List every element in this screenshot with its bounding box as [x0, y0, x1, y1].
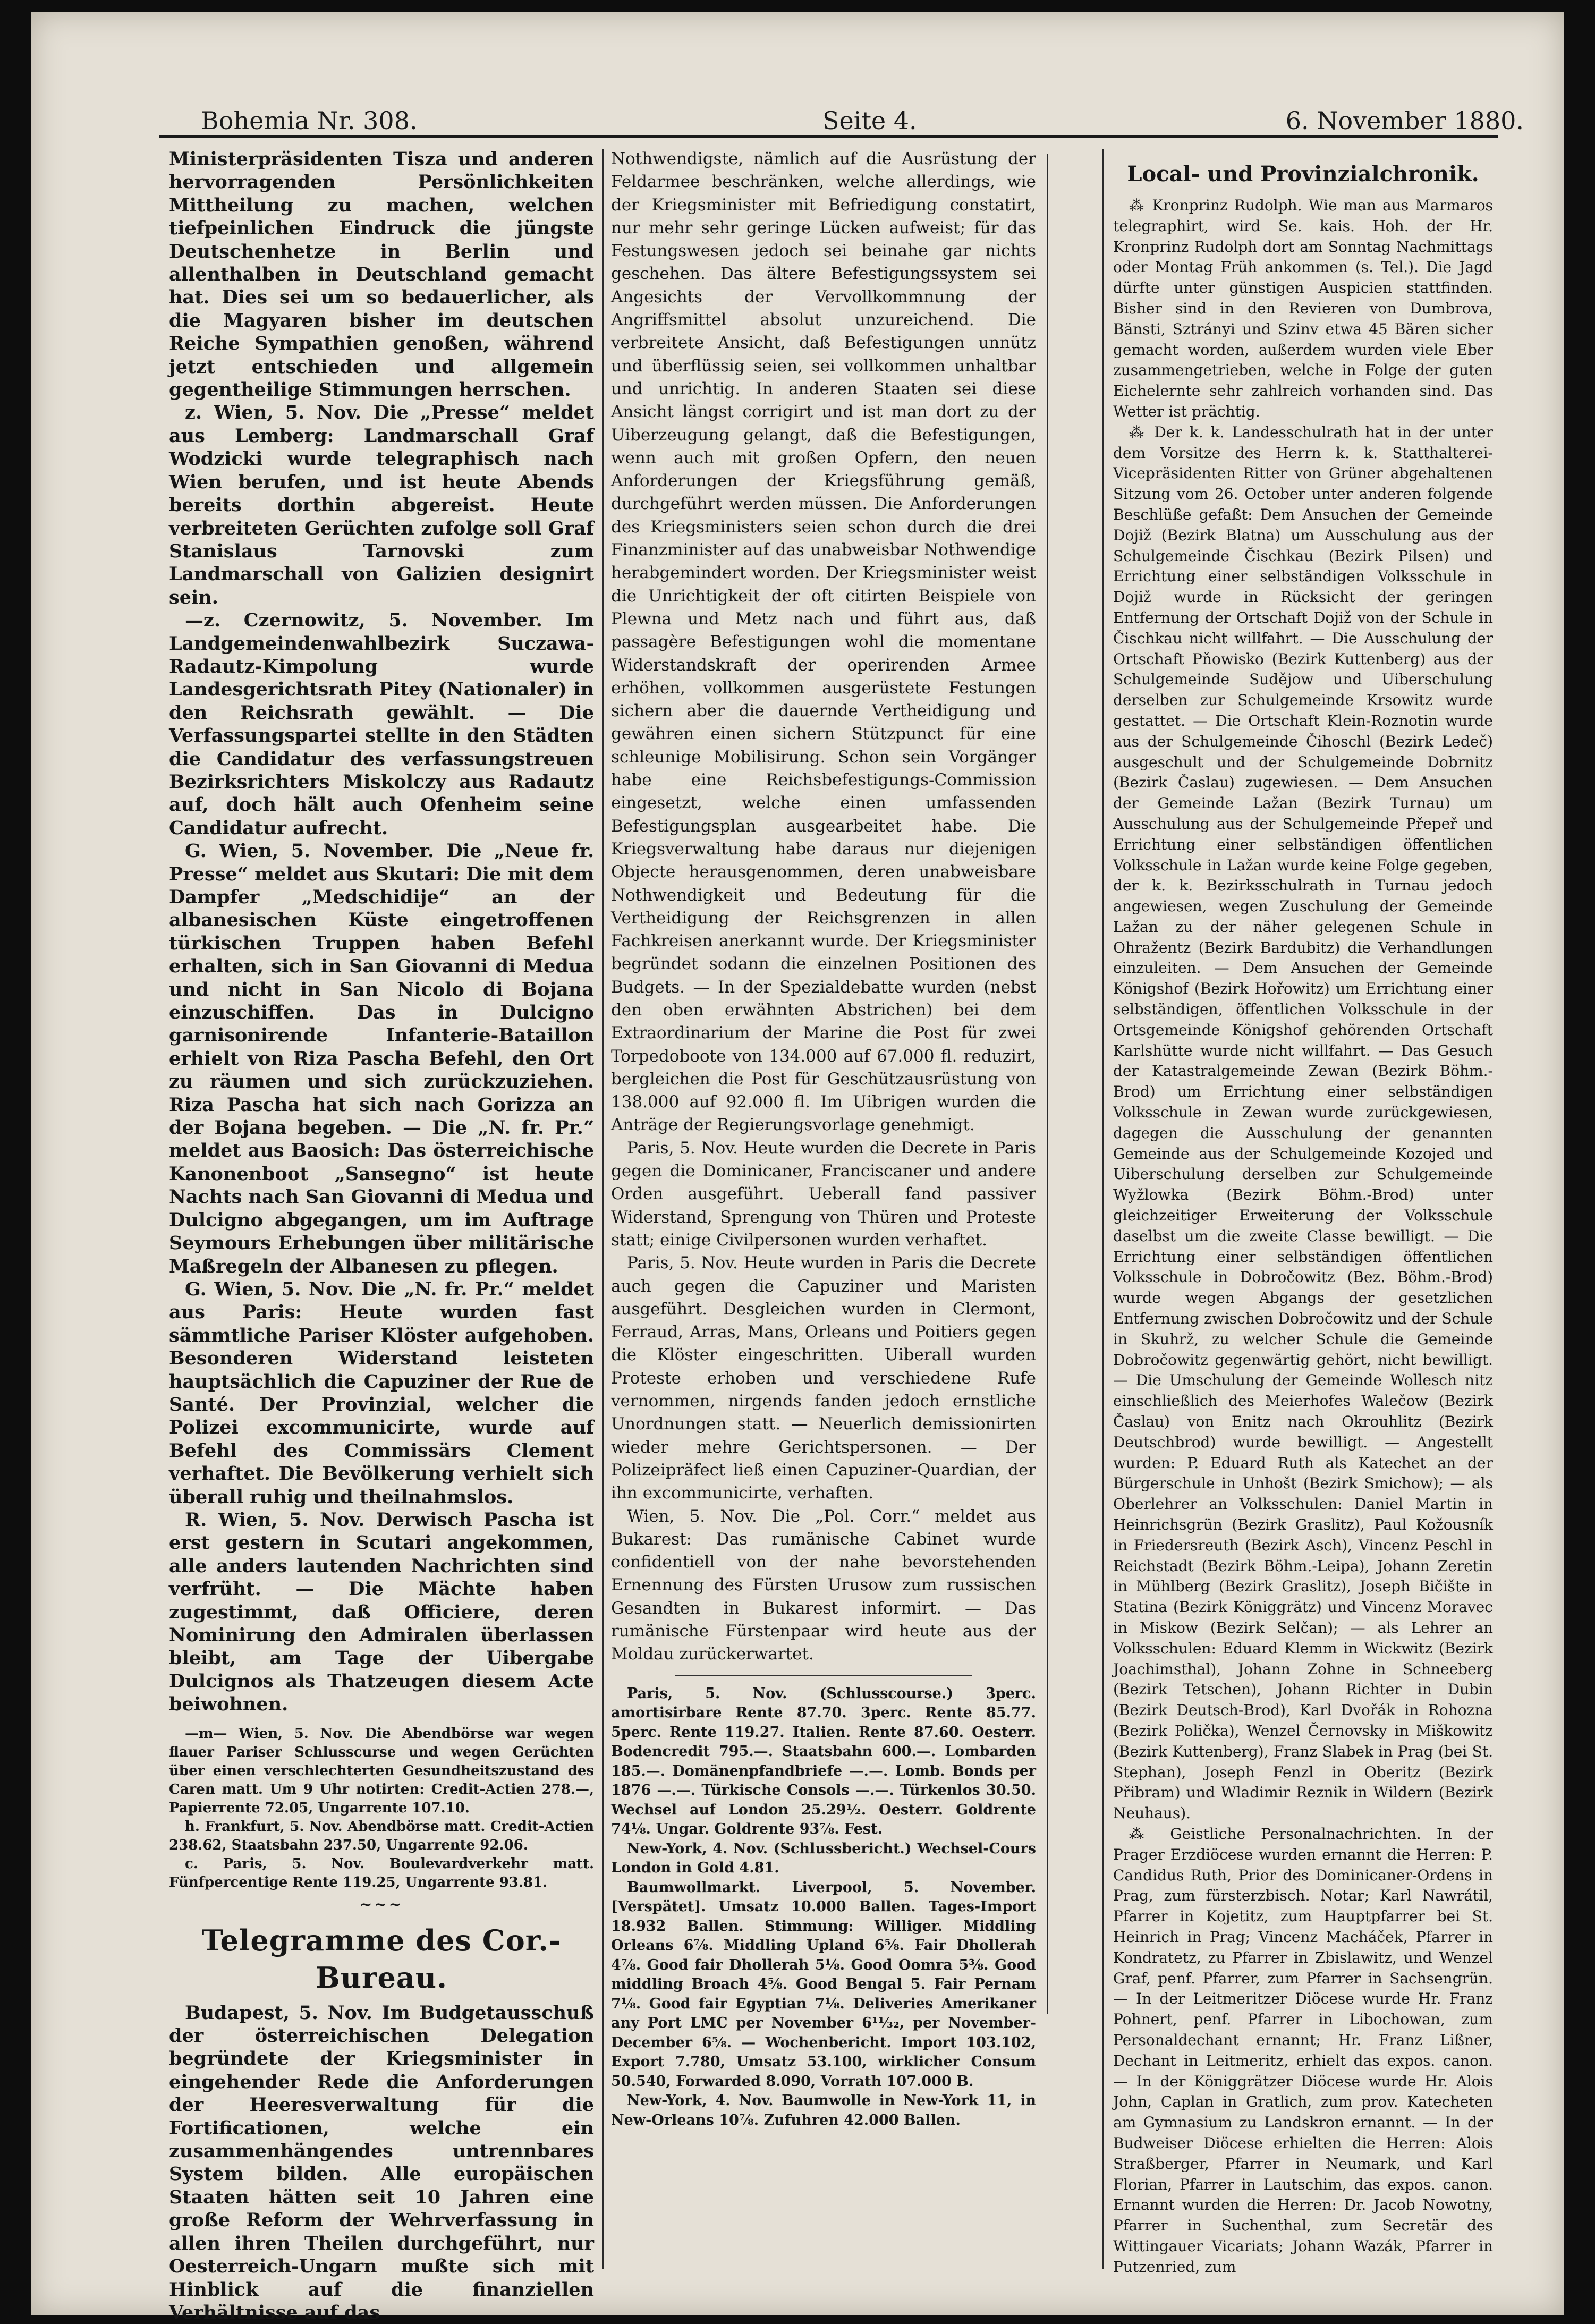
- header-masthead: Bohemia Nr. 308.: [201, 106, 418, 135]
- exchange-report: —m— Wien, 5. Nov. Die Abendbörse war wegen flauer Pariser Schlusscurse und wegen Gerüchten über einen verschlechterten Gesundheitszustand des Caren matt. Um 9 Uhr notirten: Credit-Actien 278.—, Papierrente 72.05, Ungarrente 107.10.: [169, 1725, 594, 1816]
- article-paragraph: R. Wien, 5. Nov. Derwisch Pascha ist erst gestern in Scutari angekommen, alle anders lautenden Nachrichten sind verfrüht. — Die Mächte haben zugestimmt, daß Officiere, deren Nominirung den Admiralen überlassen bleibt, am Tage der Uibergabe Dulcignos als Thatzeugen diesem Acte beiwohnen.: [169, 1508, 594, 1716]
- stock-exchange-reports: [169, 1725, 594, 1892]
- column-divider-3: [1102, 149, 1104, 2269]
- column-2: [611, 148, 1036, 2273]
- article-paragraph: Ministerpräsidenten Tisza und anderen hervorragenden Persönlichkeiten Mittheilung zu machen, welchen tiefpeinlichen Eindruck die jüngste Deutschenhetze in Berlin und allenthalben in Deutschland gemacht hat. Dies sei um so bedauerlicher, als die Magyaren bisher im deutschen Reiche Sympathien genoßen, während jetzt entschieden und allgemein gegentheilige Stimmungen herrschen.: [169, 148, 594, 401]
- article-paragraph: G. Wien, 5. Nov. Die „N. fr. Pr.“ meldet aus Paris: Heute wurden fast sämmtliche Pariser Klöster aufgehoben. Besonderen Widerstand leisteten hauptsächlich die Capuziner der Rue de Santé. Der Provinzial, welcher die Polizei excommunicirte, wurde auf Befehl des Commissärs Clement verhaftet. Die Bevölkerung verhielt sich überall ruhig und theilnahmslos.: [169, 1278, 594, 1508]
- article-paragraph: ⁂ Kronprinz Rudolph. Wie man aus Marmaros telegraphirt, wird Se. kais. Hoh. der Hr. Kronprinz Rudolph dort am Sonntag Nachmittags oder Montag Früh ankommen (s. Tel.). Die Jagd dürfte unter günstigen Auspicien stattfinden. Bisher sind in den Revieren von Dumbrova, Bänsti, Sztrányi und Szinv etwa 45 Bären sicher gemacht worden, außerdem wurden viele Eber zusammengetrieben, welche in Folge der guten Eichelernte sehr zahlreich vorhanden sind. Das Wetter ist prächtig.: [1113, 197, 1493, 420]
- article-paragraph: ⁂ Geistliche Personalnachrichten. In der Prager Erzdiöcese wurden ernannt die Herren: P. Candidus Ruth, Prior des Dominicaner-Ordens in Prag, zum fürsterzbisch. Notar; Karl Nawrátil, Pfarrer in Kojetitz, zum Hauptpfarrer bei St. Heinrich in Prag; Vincenz Macháček, Pfarrer in Kondratetz, zu Pfarrer in Zbislawitz, und Wenzel Graf, penf. Pfarrer, zum Pfarrer in Sachsengrün. — In der Leitmeritzer Diöcese wurde Hr. Franz Pohnert, penf. Pfarrer in Libochowan, zum Personaldechant ernannt; Hr. Franz Lißner, Dechant in Leitmeritz, erhielt das expos. canon. — In der Königgrätzer Diöcese wurde Hr. Alois John, Caplan in Gratlich, zum prov. Katecheten am Gymnasium zu Landskron ernannt. — In der Budweiser Diöcese erhielten die Herren: Alois Straßberger, Pfarrer in Neumark, und Karl Florian, Pfarrer in Lautschim, das expos. canon. Ernannt wurden die Herren: Dr. Jacob Nowotny, Pfarrer in Suchenthal, zum Secretär des Wittingauer Vicariats; Johann Wazák, Pfarrer in Putzenried, zum: [1113, 1825, 1493, 2276]
- page-header: [164, 106, 1524, 139]
- market-report: Baumwollmarkt. Liverpool, 5. November. [Verspätet]. Umsatz 10.000 Ballen. Tages-Import 18.932 Ballen. Stimmung: Williger. Middling Orleans 6⅞. Middling Upland 6⅝. Fair Dhollerah 4⅞. Good fair Dhollerah 5⅛. Good Oomra 5⅜. Good middling Broach 4⅝. Good Bengal 5. Fair Pernam 7⅛. Good fair Egyptian 7⅛. Deliveries Amerikaner any Port LMC per November 6¹¹⁄₃₂, per November-December 6⅝. — Wochenbericht. Import 103.102, Export 7.780, Umsatz 53.100, wirklicher Consum 50.540, Forwarded 8.090, Vorrath 107.000 B.: [611, 1879, 1036, 2090]
- article-paragraph: Nothwendigste, nämlich auf die Ausrüstung der Feldarmee beschränken, welche allerdings, wie der Kriegsminister mit Befriedigung constatirt, nur mehr sehr geringe Lücken aufweist; für das Festungswesen jedoch sei beinahe gar nichts geschehen. Das ältere Befestigungssystem sei Angesichts der Vervollkommnung der Angriffsmittel absolut unzureichend. Die verbreitete Ansicht, daß Befestigungen unnütz und überflüssig seien, sei vollkommen unhaltbar und unrichtig. In anderen Staaten sei diese Ansicht längst corrigirt und ist man dort zu der Uiberzeugung gelangt, daß die Befestigungen, wenn auch mit großen Opfern, den neuen Anforderungen der Kriegsführung gemäß, durchgeführt werden müssen. Die Anforderungen des Kriegsministers seien schon durch die drei Finanzminister auf das unabweisbar Nothwendige herabgemindert worden. Der Kriegsminister weist die Unrichtigkeit der oft citirten Beispiele von Plewna und Metz nach und führt aus, daß passagère Befestigungen wohl die momentane Widerstandskraft der operirenden Armee erhöhen, vollkommen ausgerüstete Festungen sichern aber die dauernde Vertheidigung und gewähren einen sichern Stützpunct für eine schleunige Mobilisirung. Schon sein Vorgänger habe eine Reichsbefestigungs-Commission eingesetzt, welche einen umfassenden Befestigungsplan ausgearbeitet habe. Die Kriegsverwaltung habe daraus nur diejenigen Objecte herausgenommen, deren unabweisbare Nothwendigkeit und Bedeutung für die Vertheidigung der Reichsgrenzen in allen Fachkreisen anerkannt wurde. Der Kriegsminister begründet sodann die einzelnen Positionen des Budgets. — In der Spezialdebatte wurden (nebst den oben erwähnten Abstrichen) bei dem Extraordinarium der Marine die Post für zwei Torpedoboote von 134.000 auf 67.000 fl. reduzirt, bergleichen die Post für Geschützausrüstung von 138.000 auf 92.000 fl. Im Uibrigen wurden die Anträge der Regierungsvorlage genehmigt.: [611, 149, 1036, 1135]
- market-report: New-York, 4. Nov. Baumwolle in New-York 11, in New-Orleans 10⅞. Zufuhren 42.000 Ballen.: [611, 2092, 1036, 2128]
- article-paragraph: G. Wien, 5. November. Die „Neue fr. Presse“ meldet aus Skutari: Die mit dem Dampfer „Medschidije“ an der albanesischen Küste eingetroffenen türkischen Truppen haben Befehl erhalten, sich in San Giovanni di Medua und nicht in San Nicolo di Bojana einzuschiffen. Das in Dulcigno garnisonirende Infanterie-Bataillon erhielt von Riza Pascha Befehl, den Ort zu räumen und sich zurückzuziehen. Riza Pascha hat sich nach Gorizza an der Bojana begeben. — Die „N. fr. Pr.“ meldet aus Baosich: Das österreichische Kanonenboot „Sansegno“ ist heute Nachts nach San Giovanni di Medua und Dulcigno abgegangen, um im Auftrage Seymours Erhebungen über militärische Maßregeln der Albanesen zu pflegen.: [169, 840, 594, 1277]
- exchange-report: h. Frankfurt, 5. Nov. Abendbörse matt. Credit-Actien 238.62, Staatsbahn 237.50, Ungarrente 92.06.: [169, 1818, 594, 1853]
- exchange-report: c. Paris, 5. Nov. Boulevardverkehr matt. Fünfpercentige Rente 119.25, Ungarrente 93.81.: [169, 1855, 594, 1890]
- market-report: Paris, 5. Nov. (Schlusscourse.) 3perc. amortisirbare Rente 87.70. 3perc. Rente 85.77. 5perc. Rente 119.27. Italien. Rente 87.60. Oesterr. Bodencredit 795.—. Staatsbahn 600.—. Lombarden 185.—. Domänenpfandbriefe —.—. Lomb. Bonds per 1876 —.—. Türkische Consols —.—. Türkenlos 30.50. Wechsel auf London 25.29½. Oesterr. Goldrente 74⅛. Ungar. Goldrente 93⅞. Fest.: [611, 1685, 1036, 1838]
- column-divider-2: [1047, 154, 1048, 2014]
- ornament-divider: ~~~: [359, 1895, 404, 1913]
- section-title-local-chronicle: Local- und Provinzialchronik.: [1127, 162, 1479, 186]
- market-reports: [611, 1684, 1036, 2131]
- section-title-telegramme: Telegramme des Cor.-Bureau.: [201, 1923, 562, 1995]
- article-paragraph: Wien, 5. Nov. Die „Pol. Corr.“ meldet aus Bukarest: Das rumänische Cabinet wurde confidentiell von der nahe bevorstehenden Ernennung des Fürsten Urusow zum russischen Gesandten in Bukarest informirt. — Das rumänische Fürstenpaar wird heute aus der Moldau zurückerwartet.: [611, 1506, 1036, 1664]
- header-page-number: Seite 4.: [822, 106, 917, 135]
- article-paragraph: ⁂ Der k. k. Landesschulrath hat in der unter dem Vorsitze des Herrn k. k. Statthalterei-Vicepräsidenten Ritter von Grüner abgehaltenen Sitzung vom 26. October unter anderen folgende Beschlüße gefaßt: Dem Ansuchen der Gemeinde Dojiž (Bezirk Blatna) um Ausschulung aus der Schulgemeinde Čischkau (Bezirk Pilsen) und Errichtung einer selbständigen Volksschule in Dojiž wurde in Rücksicht der geringen Entfernung der Ortschaft Dojiž von der Schule in Čischkau nicht willfahrt. — Die Ausschulung der Ortschaft Pňowisko (Bezirk Kuttenberg) aus der Schulgemeinde Sudějow und Uiberschulung derselben zur Schulgemeinde Krsowitz wurde gestattet. — Die Ortschaft Klein-Roznotin wurde aus der Schulgemeinde Čihoschl (Bezirk Ledeč) ausgeschult und der Schulgemeinde Dobrnitz (Bezirk Časlau) zugewiesen. — Dem Ansuchen der Gemeinde Lažan (Bezirk Turnau) um Ausschulung aus der Schulgemeinde Přepeř und Errichtung einer selbständigen öffentlichen Volksschule in Lažan wurde keine Folge gegeben, der k. k. Bezirksschulrath in Turnau jedoch angewiesen, wegen Zuschulung der Gemeinde Lažan zu der näher gelegenen Schule in Ohražentz (Bezirk Bardubitz) die Verhandlungen einzuleiten. — Dem Ansuchen der Gemeinde Königshof (Bezirk Hořowitz) um Errichtung einer selbständigen, öffentlichen Volksschule in der Ortsgemeinde Königshof gehörenden Ortschaft Karlshütte wurde nicht willfahrt. — Das Gesuch der Katastralgemeinde Zewan (Bezirk Böhm.-Brod) um Errichtung einer selbständigen Volksschule in Zewan wurde zurückgewiesen, dagegen die Ausschulung der genannten Gemeinde aus der Schulgemeinde Kozojed und Uiberschulung derselben zur Schulgemeinde Wyžlowka (Bezirk Böhm.-Brod) unter gleichzeitiger Erweiterung der Volksschule daselbst um die zweite Classe bewilligt. — Die Errichtung einer selbständigen öffentlichen Volksschule in Dobročowitz (Bez. Böhm.-Brod) wurde wegen Abgangs der gesetzlichen Entfernung zwischen Dobročowitz und der Schule in Skuhrž, zu welcher Schule die Gemeinde Dobročowitz gegenwärtig gehört, nicht bewilligt. — Die Umschulung der Gemeinde Wollesch nitz einschließlich des Meierhofes Walečow (Bezirk Časlau) von Enitz nach Okrouhlitz (Bezirk Deutschbrod) wurde bewilligt. — Angestellt wurden: P. Eduard Ruth als Katechet an der Bürgerschule in Unhošt (Bezirk Smichow); — als Oberlehrer an Volksschulen: Daniel Martin in Heinrichsgrün (Bezirk Graslitz), Paul Kožousník in Friedersreuth (Bezirk Asch), Vincenz Peschl in Reichstadt (Bezirk Böhm.-Leipa), Johann Zeretin in Mühlberg (Bezirk Graslitz), Joseph Bičište in Statina (Bezirk Königgrätz) und Vincenz Moravec in Miskow (Bezirk Selčan); — als Lehrer an Volksschulen: Eduard Klemm in Wickwitz (Bezirk Joachimsthal), Johann Zohne in Schneeberg (Bezirk Tetschen), Johann Richter in Dubin (Bezirk Deutsch-Brod), Karl Dvořák in Rohozna (Bezirk Polička), Wenzel Černovsky in Miškowitz (Bezirk Kuttenberg), Franz Slabek in Prag (bei St. Stephan), Joseph Fenzl in Oberitz (Bezirk Přibram) und Wladimir Reznik in Wildern (Bezirk Neuhaus).: [1113, 423, 1493, 1822]
- column-1: [169, 148, 594, 2323]
- column-3: [1113, 148, 1493, 2276]
- header-rule: [159, 135, 1498, 138]
- article-paragraph: —z. Czernowitz, 5. November. Im Landgemeindenwahlbezirk Suczawa-Radautz-Kimpolung wurde Landesgerichtsrath Pitey (Nationaler) in den Reichsrath gewählt. — Die Verfassungspartei stellte in den Städten die Candidatur des verfassungstreuen Bezirksrichters Miskolczy aus Radautz auf, doch hält auch Ofenheim seine Candidatur aufrecht.: [169, 609, 594, 839]
- header-date: 6. November 1880.: [1285, 106, 1524, 135]
- section-rule: [675, 1675, 972, 1676]
- article-paragraph: z. Wien, 5. Nov. Die „Presse“ meldet aus Lemberg: Landmarschall Graf Wodzicki wurde telegraphisch nach Wien berufen, und ist heute Abends bereits dorthin abgereist. Heute verbreiteten Gerüchten zufolge soll Graf Stanislaus Tarnovski zum Landmarschall von Galizien designirt sein.: [169, 402, 594, 608]
- market-report: New-York, 4. Nov. (Schlussbericht.) Wechsel-Cours London in Gold 4.81.: [611, 1840, 1036, 1877]
- column-divider-1: [602, 149, 604, 2269]
- article-paragraph: Paris, 5. Nov. Heute wurden in Paris die Decrete auch gegen die Capuziner und Maristen ausgeführt. Desgleichen wurden in Clermont, Ferraud, Arras, Mans, Orleans und Poitiers gegen die Klöster eingeschritten. Uiberall wurden Proteste erhoben und verschiedene Rufe vernommen, nirgends fanden jedoch ernstliche Unordnungen statt. — Neuerlich demissionirten wieder mehre Gerichtspersonen. — Der Polizeipräfect ließ einen Capuziner-Quardian, der ihn excommunicirte, verhaften.: [611, 1253, 1036, 1503]
- article-paragraph: Paris, 5. Nov. Heute wurden die Decrete in Paris gegen die Dominicaner, Franciscaner und andere Orden ausgeführt. Ueberall fand passiver Widerstand, Sprengung von Thüren und Proteste statt; einige Civilpersonen wurden verhaftet.: [611, 1138, 1036, 1250]
- article-paragraph: Budapest, 5. Nov. Im Budgetausschuß der österreichischen Delegation begründete der Kriegsminister in eingehender Rede die Anforderungen der Heeresverwaltung für die Fortificationen, welche ein zusammenhängendes untrennbares System bilden. Alle europäischen Staaten hätten seit 10 Jahren eine große Reform der Wehrverfassung in allen ihren Theilen durchgeführt, nur Oesterreich-Ungarn mußte sich mit Hinblick auf die finanziellen Verhältnisse auf das: [169, 2001, 594, 2323]
